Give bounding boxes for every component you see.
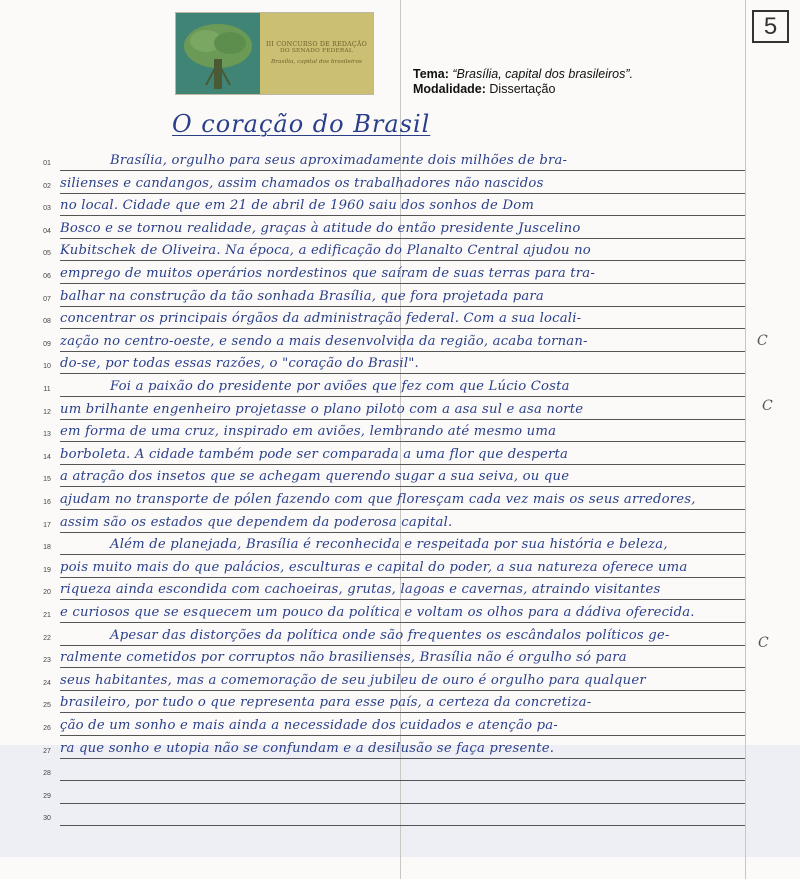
line-number: 11 (43, 386, 51, 393)
line-number: 13 (43, 431, 51, 439)
handwritten-text: emprego de muitos operários nordestinos que saíram de suas terras para tra- (60, 266, 595, 281)
line-number: 28 (43, 770, 51, 778)
essay-line (0, 579, 800, 602)
line-number: 02 (43, 182, 51, 190)
handwritten-text: em forma de uma cruz, inspirado em aviões, lembrando até mesmo uma (60, 424, 557, 440)
line-number: 27 (43, 747, 51, 755)
handwritten-text: Apesar das distorções da política onde são frequentes os escândalos políticos ge- (110, 627, 670, 643)
essay-line (0, 647, 800, 670)
essay-line (0, 692, 800, 715)
essay-line (0, 399, 800, 422)
line-number: 20 (43, 589, 51, 597)
handwritten-text: concentrar os principais órgãos da administração federal. Com a sua locali- (60, 311, 582, 327)
essay-line (0, 173, 800, 196)
line-number: 26 (43, 725, 51, 732)
ruled-line (60, 825, 745, 826)
line-number: 30 (43, 815, 51, 823)
essay-line (0, 308, 800, 331)
essay-line (0, 286, 800, 309)
handwritten-text: ra que sonho e utopia não se confundam e a desilusão se faça presente. (60, 740, 555, 756)
essay-line (0, 218, 800, 241)
margin-mark: C (758, 635, 769, 651)
handwritten-text: assim são os estados que dependem da poderosa capital. (60, 514, 453, 530)
line-number: 19 (43, 566, 51, 574)
line-number: 24 (43, 679, 51, 687)
essay-line (0, 376, 800, 399)
essay-line (0, 625, 800, 648)
essay-line (0, 195, 800, 218)
handwritten-text: brasileiro, por tudo o que representa para esse país, a certeza da concretiza- (60, 695, 592, 711)
essay-line (0, 466, 800, 489)
handwritten-text: Além de planejada, Brasília é reconhecida e respeitada por sua história e beleza, (110, 537, 668, 553)
handwritten-text: no local. Cidade que em 21 de abril de 1960 saiu dos sonhos de Dom (60, 198, 535, 214)
handwritten-text: zação no centro-oeste, e sendo a mais desenvolvida da região, acaba tornan- (60, 333, 588, 349)
handwritten-text: borboleta. A cidade também pode ser comparada a uma flor que desperta (60, 446, 569, 462)
line-number: 17 (43, 521, 51, 529)
line-number: 10 (43, 363, 51, 371)
essay-line (0, 240, 800, 263)
line-number: 15 (43, 476, 51, 484)
handwritten-text: um brilhante engenheiro projetasse o plano piloto com a asa sul e asa norte (60, 401, 584, 417)
line-number: 09 (43, 340, 51, 348)
ruled-line (60, 780, 745, 781)
line-number: 14 (43, 453, 51, 461)
handwritten-text: e curiosos que se esquecem um pouco da política e voltam os olhos para a dádiva oferecida. (60, 605, 695, 620)
line-number: 29 (43, 792, 51, 800)
line-number: 06 (43, 273, 51, 280)
essay-line (0, 263, 800, 286)
handwritten-text: Foi a paixão do presidente por aviões que fez com que Lúcio Costa (110, 379, 570, 394)
line-number: 04 (43, 227, 51, 235)
ruled-line (60, 803, 745, 804)
essay-title: O coração do Brasil (172, 110, 431, 138)
handwritten-text: ralmente cometidos por corruptos não brasilienses, Brasília não é orgulho só para (60, 650, 627, 666)
handwritten-text: ajudam no transporte de pólen fazendo com que floresçam cada vez mais os seus arredores, (60, 492, 696, 507)
line-number: 25 (43, 702, 51, 710)
page-number: 5 (763, 12, 778, 40)
handwritten-text: silienses e candangos, assim chamados os trabalhadores não nascidos (60, 175, 544, 191)
line-number: 07 (43, 295, 51, 303)
handwritten-text: balhar na construção da tão sonhada Brasília, que fora projetada para (60, 288, 544, 304)
line-number: 22 (43, 634, 51, 642)
handwritten-text: seus habitantes, mas a comemoração de seu jubileu de ouro é orgulho para qualquer (60, 672, 646, 688)
essay-line (0, 715, 800, 738)
margin-mark: C (757, 333, 768, 349)
tema-value: “Brasília, capital dos brasileiros”. (452, 67, 633, 81)
handwritten-text: a atração dos insetos que se achegam querendo sugar a sua seiva, ou que (60, 469, 570, 485)
handwritten-text: do-se, por todas essas razões, o "coração do Brasil". (60, 356, 419, 372)
logo-line-3: Brasília, capital dos brasileiros (270, 59, 363, 66)
essay-line (0, 150, 800, 173)
margin-mark: C (762, 398, 773, 414)
handwritten-text: Brasília, orgulho para seus aproximadamente dois milhões de bra- (110, 153, 568, 168)
line-number: 16 (43, 499, 51, 506)
essay-line (0, 512, 800, 535)
essay-line (0, 783, 800, 806)
tema-label: Tema: (413, 67, 449, 81)
line-number: 23 (43, 657, 51, 665)
essay-line (0, 353, 800, 376)
essay-line (0, 489, 800, 512)
line-number: 05 (43, 250, 51, 258)
essay-line (0, 421, 800, 444)
essay-line (0, 534, 800, 557)
handwritten-text: pois muito mais do que palácios, esculturas e capital do poder, a sua natureza oferece uma (60, 559, 688, 575)
modalidade-value: Dissertação (489, 82, 556, 96)
logo-line-2: DO SENADO FEDERAL (280, 48, 353, 55)
line-number: 12 (43, 408, 51, 416)
handwritten-text: ção de um sonho e mais ainda a necessidade dos cuidados e atenção pa- (60, 718, 558, 733)
logo-line-1: III CONCURSO DE REDAÇÃO (265, 41, 367, 49)
essay-line (0, 602, 800, 625)
essay-line (0, 670, 800, 693)
essay-line (0, 760, 800, 783)
line-number: 21 (43, 612, 51, 619)
handwritten-text: Bosco e se tornou realidade, graças à atitude do então presidente Juscelino (60, 220, 581, 236)
handwritten-text: Kubitschek de Oliveira. Na época, a edificação do Planalto Central ajudou no (60, 243, 591, 259)
line-number: 08 (43, 318, 51, 326)
line-number: 03 (43, 205, 51, 213)
modalidade-label: Modalidade: (413, 82, 486, 96)
essay-line (0, 331, 800, 354)
handwritten-text: riqueza ainda escondida com cachoeiras, grutas, lagoas e cavernas, atraindo visitantes (60, 582, 661, 598)
essay-line (0, 805, 800, 828)
line-number: 18 (43, 544, 51, 552)
essay-line (0, 444, 800, 467)
essay-line (0, 738, 800, 761)
essay-line (0, 557, 800, 580)
line-number: 01 (43, 160, 51, 167)
